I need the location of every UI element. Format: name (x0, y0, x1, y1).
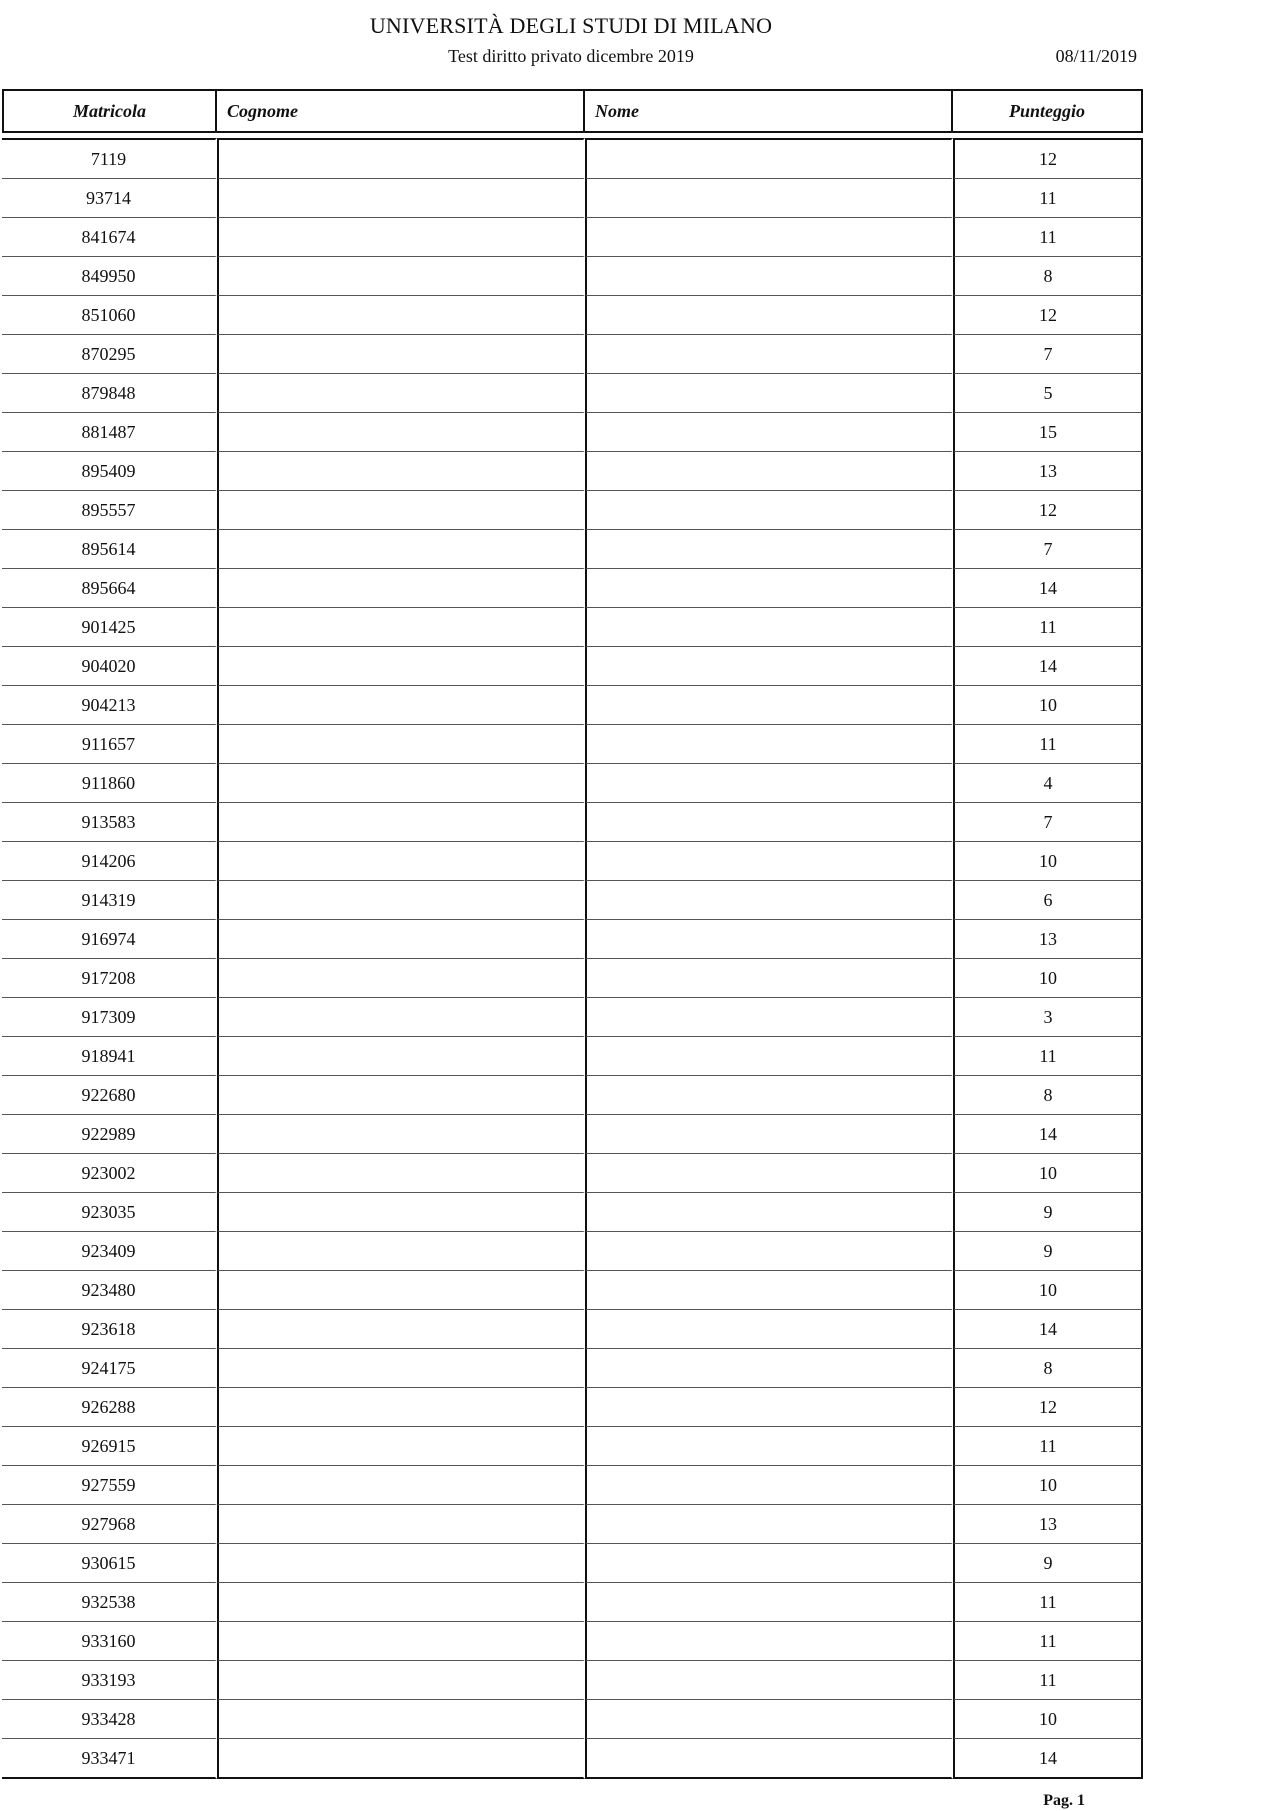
matricola-cell: 841674 (2, 218, 217, 257)
table-row (2, 842, 1143, 881)
punteggio-cell: 5 (953, 374, 1143, 413)
table-row (2, 413, 1143, 452)
cognome-cell (217, 1427, 585, 1466)
punteggio-cell: 11 (953, 1583, 1143, 1622)
punteggio-cell: 11 (953, 1037, 1143, 1076)
cognome-cell (217, 764, 585, 803)
table-row (2, 920, 1143, 959)
table-row (2, 1739, 1143, 1779)
nome-cell (585, 257, 953, 296)
matricola-cell: 926915 (2, 1427, 217, 1466)
matricola-cell: 881487 (2, 413, 217, 452)
punteggio-cell: 10 (953, 1154, 1143, 1193)
nome-cell (585, 335, 953, 374)
nome-cell (585, 1310, 953, 1349)
punteggio-cell: 11 (953, 218, 1143, 257)
matricola-cell: 911657 (2, 725, 217, 764)
punteggio-cell: 12 (953, 296, 1143, 335)
cognome-cell (217, 1544, 585, 1583)
punteggio-cell: 11 (953, 1661, 1143, 1700)
punteggio-cell: 8 (953, 257, 1143, 296)
punteggio-cell: 10 (953, 842, 1143, 881)
nome-cell (585, 998, 953, 1037)
matricola-cell: 7119 (2, 138, 217, 179)
matricola-cell: 849950 (2, 257, 217, 296)
table-row (2, 686, 1143, 725)
punteggio-cell: 13 (953, 1505, 1143, 1544)
document-date: 08/11/2019 (1055, 46, 1137, 66)
matricola-cell: 879848 (2, 374, 217, 413)
nome-cell (585, 1505, 953, 1544)
cognome-cell (217, 920, 585, 959)
cognome-cell (217, 1583, 585, 1622)
matricola-cell: 93714 (2, 179, 217, 218)
nome-cell (585, 1115, 953, 1154)
nome-cell (585, 1232, 953, 1271)
document-subtitle: Test diritto privato dicembre 2019 (448, 46, 694, 66)
matricola-cell: 895557 (2, 491, 217, 530)
cognome-cell (217, 608, 585, 647)
table-row (2, 296, 1143, 335)
cognome-cell (217, 725, 585, 764)
punteggio-cell: 13 (953, 920, 1143, 959)
matricola-cell: 904213 (2, 686, 217, 725)
matricola-cell: 933471 (2, 1739, 217, 1779)
table-row (2, 1505, 1143, 1544)
table-row (2, 1271, 1143, 1310)
punteggio-cell: 4 (953, 764, 1143, 803)
punteggio-cell: 6 (953, 881, 1143, 920)
matricola-cell: 923480 (2, 1271, 217, 1310)
matricola-cell: 933428 (2, 1700, 217, 1739)
table-row (2, 1076, 1143, 1115)
table-row (2, 608, 1143, 647)
table-row (2, 1310, 1143, 1349)
column-header-matricola: Matricola (2, 89, 217, 133)
nome-cell (585, 1154, 953, 1193)
nome-cell (585, 647, 953, 686)
nome-cell (585, 296, 953, 335)
nome-cell (585, 1739, 953, 1779)
table-row (2, 1661, 1143, 1700)
nome-cell (585, 1583, 953, 1622)
punteggio-cell: 10 (953, 1466, 1143, 1505)
column-header-punteggio: Punteggio (953, 89, 1143, 133)
matricola-cell: 933193 (2, 1661, 217, 1700)
punteggio-cell: 12 (953, 491, 1143, 530)
table-row (2, 335, 1143, 374)
punteggio-cell: 12 (953, 1388, 1143, 1427)
punteggio-cell: 11 (953, 1427, 1143, 1466)
matricola-cell: 923035 (2, 1193, 217, 1232)
punteggio-cell: 14 (953, 569, 1143, 608)
page-number: Pag. 1 (1043, 1792, 1085, 1809)
matricola-cell: 923002 (2, 1154, 217, 1193)
punteggio-cell: 11 (953, 179, 1143, 218)
punteggio-cell: 14 (953, 647, 1143, 686)
table-row (2, 138, 1143, 179)
matricola-cell: 914206 (2, 842, 217, 881)
cognome-cell (217, 1505, 585, 1544)
matricola-cell: 922680 (2, 1076, 217, 1115)
punteggio-cell: 14 (953, 1739, 1143, 1779)
table-row (2, 1115, 1143, 1154)
table-row (2, 1154, 1143, 1193)
table-row (2, 998, 1143, 1037)
cognome-cell (217, 1115, 585, 1154)
nome-cell (585, 1544, 953, 1583)
punteggio-cell: 11 (953, 725, 1143, 764)
matricola-cell: 911860 (2, 764, 217, 803)
punteggio-cell: 10 (953, 1700, 1143, 1739)
punteggio-cell: 14 (953, 1115, 1143, 1154)
nome-cell (585, 920, 953, 959)
cognome-cell (217, 491, 585, 530)
cognome-cell (217, 1193, 585, 1232)
nome-cell (585, 218, 953, 257)
cognome-cell (217, 257, 585, 296)
cognome-cell (217, 569, 585, 608)
table-row (2, 1427, 1143, 1466)
table-row (2, 1583, 1143, 1622)
matricola-cell: 904020 (2, 647, 217, 686)
cognome-cell (217, 1700, 585, 1739)
punteggio-cell: 7 (953, 335, 1143, 374)
nome-cell (585, 374, 953, 413)
cognome-cell (217, 1037, 585, 1076)
table-row (2, 1388, 1143, 1427)
table-row (2, 803, 1143, 842)
nome-cell (585, 764, 953, 803)
cognome-cell (217, 1349, 585, 1388)
punteggio-cell: 10 (953, 1271, 1143, 1310)
nome-cell (585, 1427, 953, 1466)
table-row (2, 257, 1143, 296)
table-row (2, 1037, 1143, 1076)
cognome-cell (217, 296, 585, 335)
punteggio-cell: 14 (953, 1310, 1143, 1349)
matricola-cell: 901425 (2, 608, 217, 647)
nome-cell (585, 452, 953, 491)
matricola-cell: 926288 (2, 1388, 217, 1427)
matricola-cell: 923409 (2, 1232, 217, 1271)
nome-cell (585, 1193, 953, 1232)
punteggio-cell: 7 (953, 803, 1143, 842)
matricola-cell: 917208 (2, 959, 217, 998)
punteggio-cell: 15 (953, 413, 1143, 452)
matricola-cell: 895409 (2, 452, 217, 491)
nome-cell (585, 881, 953, 920)
table-row (2, 1349, 1143, 1388)
nome-cell (585, 803, 953, 842)
matricola-cell: 923618 (2, 1310, 217, 1349)
matricola-cell: 927968 (2, 1505, 217, 1544)
punteggio-cell: 12 (953, 138, 1143, 179)
punteggio-cell: 10 (953, 959, 1143, 998)
punteggio-cell: 7 (953, 530, 1143, 569)
table-row (2, 452, 1143, 491)
nome-cell (585, 1700, 953, 1739)
nome-cell (585, 608, 953, 647)
punteggio-cell: 11 (953, 608, 1143, 647)
cognome-cell (217, 374, 585, 413)
cognome-cell (217, 1154, 585, 1193)
matricola-cell: 895664 (2, 569, 217, 608)
cognome-cell (217, 218, 585, 257)
nome-cell (585, 959, 953, 998)
table-row (2, 491, 1143, 530)
punteggio-cell: 10 (953, 686, 1143, 725)
matricola-cell: 895614 (2, 530, 217, 569)
punteggio-cell: 3 (953, 998, 1143, 1037)
cognome-cell (217, 1310, 585, 1349)
cognome-cell (217, 1271, 585, 1310)
punteggio-cell: 9 (953, 1232, 1143, 1271)
punteggio-cell: 8 (953, 1349, 1143, 1388)
matricola-cell: 924175 (2, 1349, 217, 1388)
cognome-cell (217, 1466, 585, 1505)
matricola-cell: 918941 (2, 1037, 217, 1076)
table-row (2, 764, 1143, 803)
matricola-cell: 914319 (2, 881, 217, 920)
nome-cell (585, 1037, 953, 1076)
matricola-cell: 851060 (2, 296, 217, 335)
matricola-cell: 913583 (2, 803, 217, 842)
cognome-cell (217, 1232, 585, 1271)
nome-cell (585, 842, 953, 881)
table-row (2, 569, 1143, 608)
nome-cell (585, 138, 953, 179)
table-row (2, 647, 1143, 686)
cognome-cell (217, 452, 585, 491)
column-header-cognome: Cognome (217, 89, 585, 133)
table-row (2, 179, 1143, 218)
cognome-cell (217, 881, 585, 920)
nome-cell (585, 725, 953, 764)
nome-cell (585, 1466, 953, 1505)
punteggio-cell: 9 (953, 1193, 1143, 1232)
table-row (2, 881, 1143, 920)
table-row (2, 1700, 1143, 1739)
matricola-cell: 922989 (2, 1115, 217, 1154)
cognome-cell (217, 959, 585, 998)
cognome-cell (217, 998, 585, 1037)
table-row (2, 1622, 1143, 1661)
cognome-cell (217, 1739, 585, 1779)
nome-cell (585, 1271, 953, 1310)
nome-cell (585, 1349, 953, 1388)
cognome-cell (217, 138, 585, 179)
cognome-cell (217, 803, 585, 842)
cognome-cell (217, 530, 585, 569)
nome-cell (585, 530, 953, 569)
table-body (2, 138, 1143, 1779)
table-row (2, 1544, 1143, 1583)
cognome-cell (217, 413, 585, 452)
punteggio-cell: 8 (953, 1076, 1143, 1115)
nome-cell (585, 1661, 953, 1700)
table-row (2, 1232, 1143, 1271)
nome-cell (585, 491, 953, 530)
column-header-nome: Nome (585, 89, 953, 133)
nome-cell (585, 569, 953, 608)
nome-cell (585, 1388, 953, 1427)
table-row (2, 1466, 1143, 1505)
matricola-cell: 930615 (2, 1544, 217, 1583)
table-row (2, 530, 1143, 569)
cognome-cell (217, 647, 585, 686)
cognome-cell (217, 1661, 585, 1700)
matricola-cell: 932538 (2, 1583, 217, 1622)
punteggio-cell: 11 (953, 1622, 1143, 1661)
nome-cell (585, 1622, 953, 1661)
punteggio-cell: 9 (953, 1544, 1143, 1583)
nome-cell (585, 179, 953, 218)
cognome-cell (217, 842, 585, 881)
nome-cell (585, 413, 953, 452)
table-row (2, 1193, 1143, 1232)
punteggio-cell: 13 (953, 452, 1143, 491)
cognome-cell (217, 1388, 585, 1427)
table-row (2, 959, 1143, 998)
matricola-cell: 917309 (2, 998, 217, 1037)
matricola-cell: 933160 (2, 1622, 217, 1661)
table-row (2, 374, 1143, 413)
results-table (2, 89, 1143, 1779)
cognome-cell (217, 1076, 585, 1115)
cognome-cell (217, 335, 585, 374)
matricola-cell: 916974 (2, 920, 217, 959)
table-row (2, 218, 1143, 257)
nome-cell (585, 686, 953, 725)
nome-cell (585, 1076, 953, 1115)
matricola-cell: 927559 (2, 1466, 217, 1505)
table-row (2, 725, 1143, 764)
matricola-cell: 870295 (2, 335, 217, 374)
table-header-row (2, 89, 1143, 133)
document-title: UNIVERSITÀ DEGLI STUDI DI MILANO (369, 13, 773, 38)
cognome-cell (217, 179, 585, 218)
cognome-cell (217, 1622, 585, 1661)
cognome-cell (217, 686, 585, 725)
